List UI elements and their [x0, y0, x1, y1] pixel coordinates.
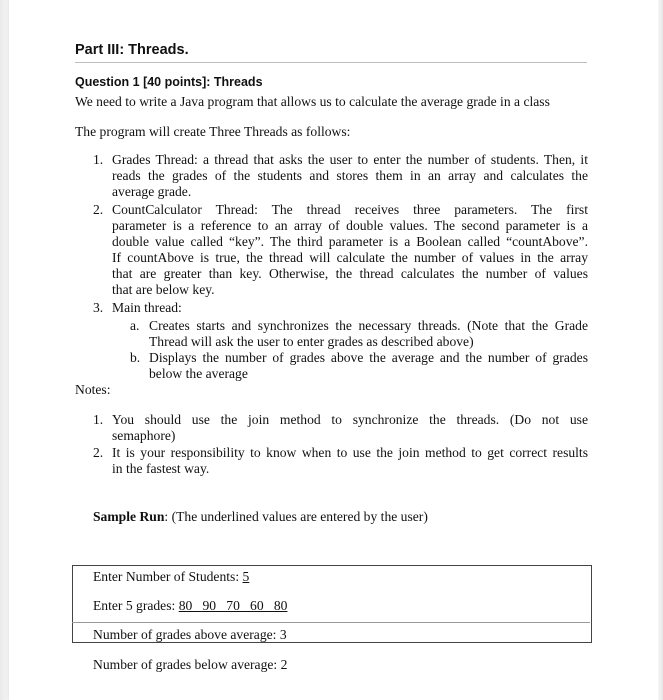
sample-run-label: Sample Run [93, 509, 165, 524]
subitem-line: Thread will ask the user to enter grades as described above) [149, 334, 474, 349]
note-line: semaphore) [112, 428, 176, 443]
page-edge-left [0, 0, 9, 700]
note-join-method [112, 412, 588, 444]
list-item-line: CountCalculator Thread: The thread receives three parameters. The first [112, 202, 588, 217]
subitem-line: Creates starts and synchronizes the necessary threads. (Note that the Grade [149, 318, 588, 333]
part-title: Part III: Threads. [75, 42, 189, 58]
list-item-line: that are below key. [112, 282, 215, 297]
sample-user-input: 80 90 70 60 80 [178, 598, 288, 613]
subitem-creates-threads [149, 318, 588, 350]
list-item-grades-thread [112, 152, 588, 200]
list-item-line: double value called “key”. The third parameter is a Boolean called “countAbove”. [112, 234, 588, 249]
note-line: It is your responsibility to know when to use the join method to get correct results [112, 445, 588, 460]
sample-line-below: Number of grades below average: 2 [93, 657, 288, 672]
item-number: 2. [93, 202, 104, 217]
list-item-countcalculator-thread [112, 202, 588, 298]
list-item-line: parameter is a reference to an array of double values. The second parameter is a [112, 218, 588, 233]
list-item-line: Grades Thread: a thread that asks the user to enter the number of students. Then, it [112, 152, 588, 167]
sample-line-students [93, 569, 249, 585]
subitem-line: Displays the number of grades above the average and the number of grades [149, 350, 588, 365]
sample-prompt: Enter Number of Students: [93, 569, 243, 584]
subitem-displays-grades [149, 350, 588, 382]
subitem-line: below the average [149, 366, 248, 381]
page-edge-right [658, 0, 663, 700]
sample-prompt: Enter 5 grades: [93, 598, 179, 613]
note-number: 1. [93, 412, 104, 427]
program-intro: The program will create Three Threads as follows: [75, 124, 351, 139]
notes-label: Notes: [75, 382, 111, 397]
list-item-line: average grade. [112, 184, 192, 199]
item-number: 1. [93, 152, 104, 167]
sample-user-input: 5 [242, 569, 250, 584]
title-divider [75, 62, 587, 63]
sample-line-above: Number of grades above average: 3 [93, 627, 287, 642]
note-number: 2. [93, 445, 104, 460]
note-line: in the fastest way. [112, 461, 210, 476]
list-item-line: reads the grades of the students and stores them in an array and calculates the [112, 168, 588, 183]
list-item-line: Main thread: [112, 300, 182, 315]
note-line: You should use the join method to synchronize the threads. (Do not use [112, 412, 588, 427]
note-responsibility [112, 445, 588, 477]
question-title: Question 1 [40 points]: Threads [75, 75, 263, 89]
item-number: 3. [93, 300, 104, 315]
list-item-line: If countAbove is true, the thread will calculate the number of values in the array [112, 250, 588, 265]
sample-separator [72, 622, 590, 623]
list-item-line: that are greater than key. Otherwise, the thread calculates the number of values [112, 266, 588, 281]
subitem-letter: b. [130, 350, 141, 365]
list-item-main-thread [112, 300, 588, 316]
sample-run-note: : (The underlined values are entered by the user) [164, 509, 428, 524]
sample-run-heading [93, 509, 428, 525]
intro-text: We need to write a Java program that allows us to calculate the average grade in a class [75, 94, 550, 109]
sample-line-grades [93, 598, 287, 614]
subitem-letter: a. [130, 318, 140, 333]
